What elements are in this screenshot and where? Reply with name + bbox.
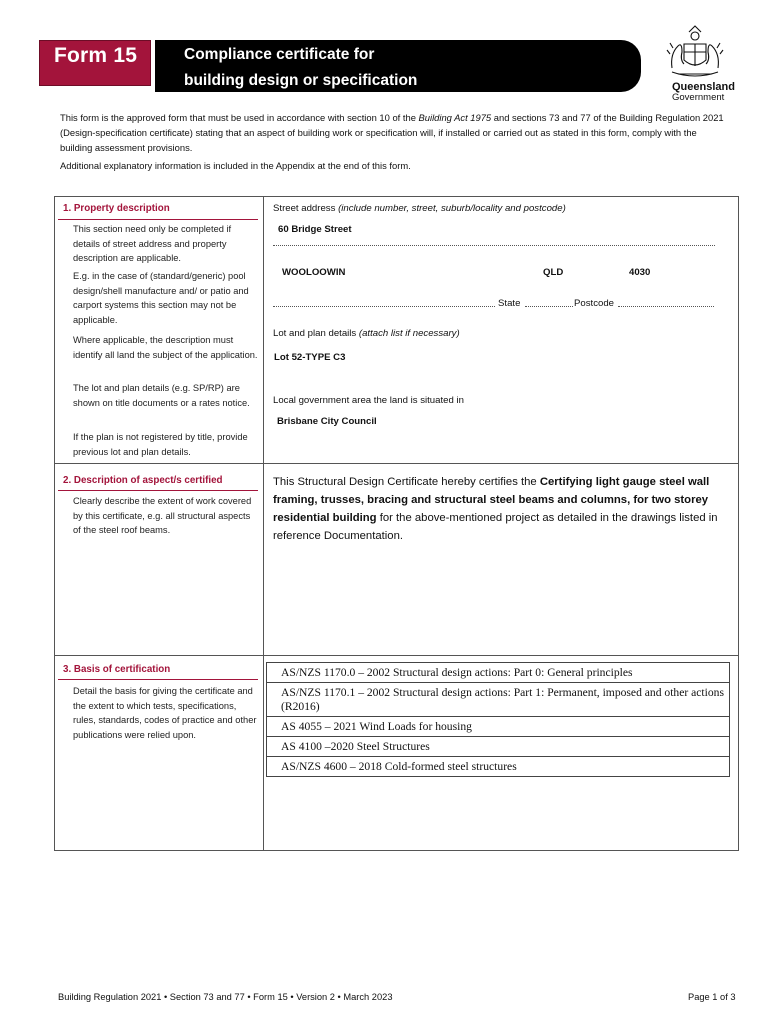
street-address-label: Street address (include number, street, suburb/locality and postcode) [273, 203, 566, 214]
column-divider [263, 196, 264, 851]
street-address-field[interactable]: 60 Bridge Street [278, 224, 352, 235]
page-title-line1: Compliance certificate for [184, 46, 375, 63]
section1-note-1: This section need only be completed if details of street address and property description are applicable. [73, 224, 232, 263]
postcode-field[interactable]: 4030 [629, 267, 651, 278]
section1-note-5: If the plan is not registered by title, provide previous lot and plan details. [73, 432, 248, 457]
queensland-crest-icon [664, 24, 726, 82]
lga-label: Local government area the land is situated in [273, 395, 464, 406]
dotted-line [273, 245, 715, 246]
lot-plan-label: Lot and plan details (attach list if necessary) [273, 328, 460, 339]
state-label: State [498, 298, 521, 309]
page-title-line2: building design or specification [184, 72, 418, 89]
form-number-badge [39, 40, 151, 86]
footer-reference: Building Regulation 2021 • Section 73 and 77 • Form 15 • Version 2 • March 2023 [58, 992, 393, 1002]
section3-title: 3. Basis of certification [63, 664, 171, 675]
standard-item[interactable]: AS 4055 – 2021 Wind Loads for housing [267, 717, 729, 737]
section1-note-3: Where applicable, the description must identify all land the subject of the application. [73, 335, 258, 360]
title-bar [155, 40, 641, 92]
standards-list [266, 662, 730, 777]
intro-paragraph: This form is the approved form that must be used in accordance with section 10 of the Building Act 1975 and sections 73 and 77 of the Building Regulation 2021 (Design-specification certificate) stating that an aspect of building work or specification will, if installed or carried out as stated in this form, comply with the building assessment provisions. [60, 112, 724, 153]
dotted-line [525, 306, 573, 307]
postcode-label: Postcode [574, 298, 615, 309]
dotted-line [273, 306, 495, 307]
section1-rule [58, 219, 258, 220]
row-divider [54, 463, 739, 464]
section2-note: Clearly describe the extent of work covered by this certificate, e.g. all structural aspects of the steel roof beams. [73, 496, 252, 535]
government-logo-name: Queensland [672, 81, 735, 93]
act-name: Building Act 1975 [418, 112, 492, 123]
state-field[interactable]: QLD [543, 267, 564, 278]
standard-item[interactable]: AS 4100 –2020 Steel Structures [267, 737, 729, 757]
section3-note: Detail the basis for giving the certificate and the extent to which tests, specifications, rules, standards, codes of practice and other publications were relied upon. [73, 686, 257, 740]
lga-field[interactable]: Brisbane City Council [277, 416, 377, 427]
section1-title: 1. Property description [63, 203, 170, 214]
lot-plan-field[interactable]: Lot 52-TYPE C3 [274, 352, 346, 363]
intro-additional: Additional explanatory information is included in the Appendix at the end of this form. [60, 160, 411, 171]
section1-note-2: E.g. in the case of (standard/generic) pool design/shell manufacture and/ or patio and carport systems this section may not be applicable. [73, 271, 249, 325]
section1-note-4: The lot and plan details (e.g. SP/RP) are shown on title documents or a rates notice. [73, 383, 250, 408]
standard-item[interactable]: AS/NZS 1170.0 – 2002 Structural design actions: Part 0: General principles [267, 663, 729, 683]
standard-item[interactable]: AS/NZS 4600 – 2018 Cold-formed steel structures [281, 760, 517, 773]
section2-rule [58, 490, 258, 491]
government-logo-sub: Government [672, 92, 725, 103]
section3-rule [58, 679, 258, 680]
page-number: Page 1 of 3 [688, 992, 736, 1002]
row-divider [54, 655, 739, 656]
form-number: Form 15 [54, 44, 138, 67]
standard-item[interactable]: AS/NZS 1170.1 – 2002 Structural design actions: Part 1: Permanent, imposed and other actions (R2016) [267, 683, 729, 717]
suburb-field[interactable]: WOOLOOWIN [282, 267, 346, 278]
dotted-line [618, 306, 714, 307]
section2-title: 2. Description of aspect/s certified [63, 475, 223, 486]
certificate-description-field[interactable]: This Structural Design Certificate hereby certifies the Certifying light gauge steel wall framing, trusses, bracing and structural steel beams and columns, for two storey residential building for the above-mentioned project as detailed in the drawings listed in reference Documentation. [273, 476, 718, 542]
certified-aspect: Certifying light gauge steel wall framing, trusses, bracing and structural steel beams and columns, for two storey residential building [273, 476, 710, 524]
